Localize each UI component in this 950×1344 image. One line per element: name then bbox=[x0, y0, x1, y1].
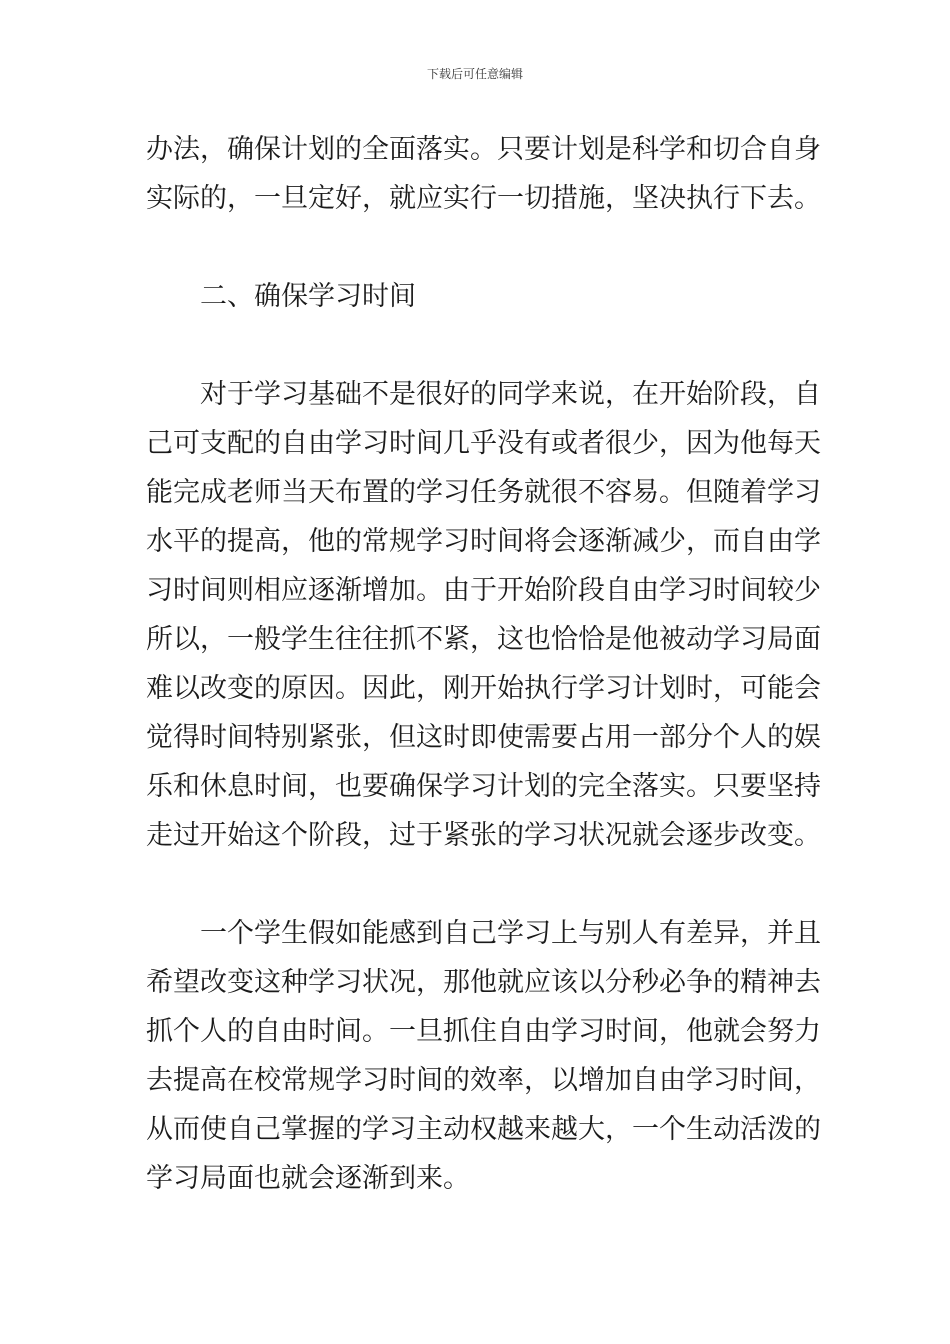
document-body bbox=[146, 125, 821, 1203]
text-line: 难以改变的原因。因此，刚开始执行学习计划时，可能会 bbox=[146, 673, 821, 704]
text-line: 乐和休息时间，也要确保学习计划的完全落实。只要坚持 bbox=[146, 771, 821, 802]
text-line: 走过开始这个阶段，过于紧张的学习状况就会逐步改变。 bbox=[146, 820, 821, 851]
text-line: 一个学生假如能感到自己学习上与别人有差异，并且 bbox=[200, 918, 821, 949]
text-line: 水平的提高，他的常规学习时间将会逐渐减少，而自由学 bbox=[146, 526, 821, 557]
text-line: 所以，一般学生往往抓不紧，这也恰恰是他被动学习局面 bbox=[146, 624, 821, 655]
paragraph-continuation bbox=[146, 125, 821, 223]
section-heading: 二、确保学习时间 bbox=[200, 281, 416, 312]
text-line: 己可支配的自由学习时间几乎没有或者很少，因为他每天 bbox=[146, 428, 821, 459]
text-line: 去提高在校常规学习时间的效率，以增加自由学习时间， bbox=[146, 1065, 821, 1096]
text-line: 抓个人的自由时间。一旦抓住自由学习时间，他就会努力 bbox=[146, 1016, 821, 1047]
text-line: 希望改变这种学习状况，那他就应该以分秒必争的精神去 bbox=[146, 967, 821, 998]
text-line: 从而使自己掌握的学习主动权越来越大，一个生动活泼的 bbox=[146, 1114, 821, 1145]
page-header: 下载后可任意编辑 bbox=[426, 67, 523, 81]
text-line: 办法，确保计划的全面落实。只要计划是科学和切合自身 bbox=[146, 134, 821, 165]
text-line: 对于学习基础不是很好的同学来说，在开始阶段，自 bbox=[200, 379, 821, 410]
text-line: 习时间则相应逐渐增加。由于开始阶段自由学习时间较少 bbox=[146, 575, 821, 606]
text-line: 能完成老师当天布置的学习任务就很不容易。但随着学习 bbox=[146, 477, 821, 508]
text-line: 实际的，一旦定好，就应实行一切措施，坚决执行下去。 bbox=[146, 183, 821, 214]
paragraph-gap bbox=[146, 860, 810, 909]
paragraph bbox=[146, 370, 821, 860]
paragraph bbox=[146, 909, 821, 1203]
text-line: 觉得时间特别紧张，但这时即使需要占用一部分个人的娱 bbox=[146, 722, 821, 753]
paragraph-gap bbox=[146, 321, 810, 370]
text-line: 学习局面也就会逐渐到来。 bbox=[146, 1163, 470, 1194]
paragraph-gap bbox=[146, 223, 810, 272]
